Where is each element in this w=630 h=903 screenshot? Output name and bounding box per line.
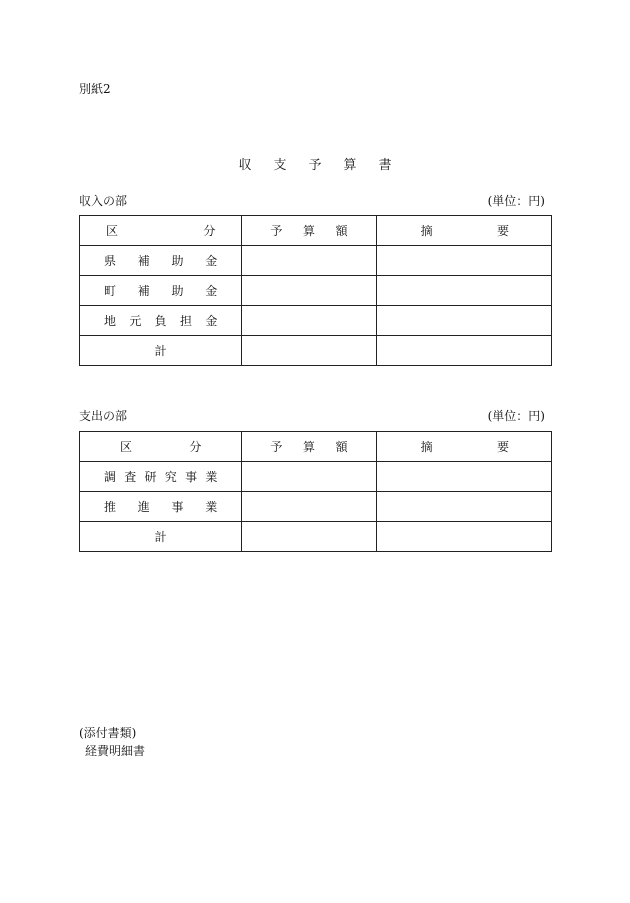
label-char: 補: [137, 284, 150, 298]
total-label-text: 計: [154, 530, 167, 544]
label-char: 事: [171, 500, 184, 514]
attachments-heading: (添付書類): [79, 726, 137, 740]
header-kubun: [80, 432, 242, 462]
table-row: [80, 462, 552, 492]
page-title: 収支予算書: [238, 158, 414, 173]
header-tekiyo: [376, 432, 551, 462]
amount-cell: [242, 276, 376, 306]
table-row: [80, 306, 552, 336]
amount-cell: [242, 306, 376, 336]
row-label: [80, 246, 242, 276]
header-char: 分: [189, 440, 202, 454]
row-label: [80, 306, 242, 336]
header-char: 額: [335, 224, 348, 238]
expense-unit-label: (単位：円): [487, 409, 545, 423]
remarks-cell: [376, 462, 551, 492]
header-char: 予: [270, 224, 283, 238]
label-char: 調: [104, 470, 117, 484]
label-char: 究: [164, 470, 177, 484]
label-char: 研: [144, 470, 157, 484]
label-char: 町: [104, 284, 117, 298]
total-row: [80, 522, 552, 552]
header-tekiyo: [376, 216, 551, 246]
label-char: 補: [137, 254, 150, 268]
label-char: 地: [104, 314, 117, 328]
label-char: 金: [205, 284, 218, 298]
total-label-text: 計: [154, 344, 167, 358]
header-kubun: [80, 216, 242, 246]
table-row: [80, 492, 552, 522]
label-char: 負: [154, 314, 167, 328]
table-header-row: [80, 216, 552, 246]
remarks-cell: [376, 522, 551, 552]
header-char: 摘: [420, 440, 433, 454]
income-table: [79, 215, 552, 366]
amount-cell: [242, 462, 376, 492]
label-char: 金: [205, 254, 218, 268]
label-char: 事: [185, 470, 198, 484]
label-char: 金: [205, 314, 218, 328]
table-header-row: [80, 432, 552, 462]
remarks-cell: [376, 306, 551, 336]
attachment-item: 経費明細書: [85, 744, 146, 758]
header-yosan: [242, 432, 376, 462]
income-section-header: [79, 192, 545, 209]
remarks-cell: [376, 276, 551, 306]
total-row: [80, 336, 552, 366]
remarks-cell: [376, 492, 551, 522]
label-char: 県: [104, 254, 117, 268]
table-row: [80, 276, 552, 306]
remarks-cell: [376, 336, 551, 366]
expense-table: [79, 431, 552, 552]
label-char: 助: [171, 254, 184, 268]
amount-cell: [242, 492, 376, 522]
header-char: 算: [302, 440, 315, 454]
expense-heading: 支出の部: [79, 409, 128, 423]
document-label: 別紙2: [79, 82, 111, 96]
label-char: 進: [137, 500, 150, 514]
row-label: [80, 492, 242, 522]
total-label: [80, 522, 242, 552]
header-char: 摘: [420, 224, 433, 238]
income-unit-label: (単位：円): [487, 194, 545, 208]
amount-cell: [242, 246, 376, 276]
header-char: 要: [496, 224, 509, 238]
header-char: 要: [496, 440, 509, 454]
label-char: 元: [129, 314, 142, 328]
header-yosan: [242, 216, 376, 246]
header-char: 分: [203, 224, 216, 238]
label-char: 助: [171, 284, 184, 298]
header-char: 区: [106, 224, 119, 238]
label-char: 業: [205, 500, 218, 514]
amount-cell: [242, 522, 376, 552]
table-row: [80, 246, 552, 276]
expense-section-header: [79, 407, 545, 424]
income-heading: 収入の部: [79, 194, 128, 208]
amount-cell: [242, 336, 376, 366]
row-label: [80, 462, 242, 492]
label-char: 査: [124, 470, 137, 484]
header-char: 額: [335, 440, 348, 454]
row-label: [80, 276, 242, 306]
remarks-cell: [376, 246, 551, 276]
header-char: 算: [302, 224, 315, 238]
label-char: 推: [104, 500, 117, 514]
label-char: 業: [205, 470, 218, 484]
label-char: 担: [179, 314, 192, 328]
header-char: 予: [270, 440, 283, 454]
header-char: 区: [120, 440, 133, 454]
total-label: [80, 336, 242, 366]
